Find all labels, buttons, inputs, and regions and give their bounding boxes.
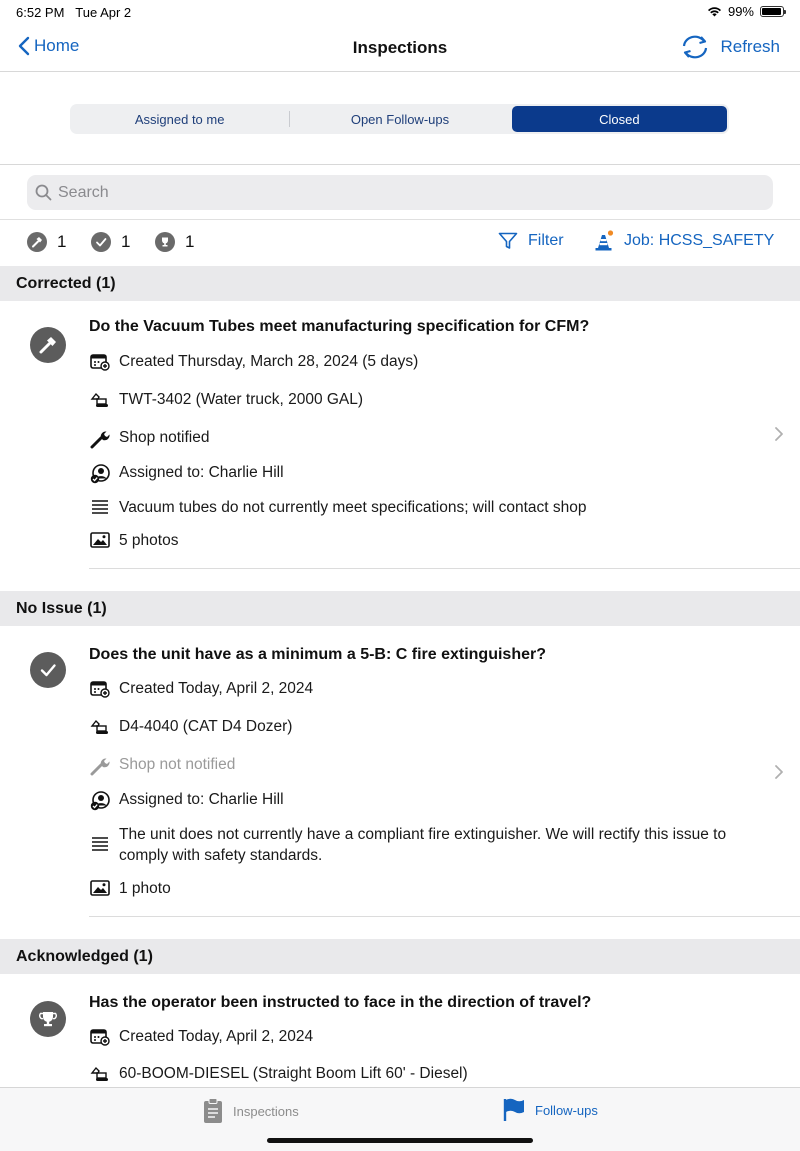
- photo-icon: [89, 878, 111, 896]
- trophy-icon: [30, 1001, 66, 1037]
- notes-icon: [89, 824, 111, 852]
- created-row: Created Thursday, March 28, 2024 (5 days): [89, 351, 418, 372]
- segment-closed[interactable]: Closed: [512, 106, 727, 132]
- filter-icon: [498, 232, 518, 250]
- refresh-label: Refresh: [720, 37, 780, 56]
- segment-separator: [289, 111, 290, 127]
- acknowledged-count: 1: [155, 232, 194, 252]
- page-title: Inspections: [352, 38, 448, 57]
- excavator-icon: [89, 389, 111, 409]
- filter-label: Filter: [528, 232, 564, 249]
- segmented-control: [70, 104, 729, 134]
- inspection-card[interactable]: [0, 974, 800, 1087]
- inspection-card[interactable]: [0, 301, 800, 590]
- checkmark-icon: [30, 652, 66, 688]
- checkmark-icon: [91, 232, 111, 252]
- created-row: Created Today, April 2, 2024: [89, 1026, 313, 1047]
- traffic-cone-icon: [594, 230, 614, 252]
- summary-row: [0, 220, 800, 266]
- tab-inspections[interactable]: Inspections: [203, 1098, 299, 1124]
- shop-row: Shop not notified: [89, 754, 235, 776]
- created-row: Created Today, April 2, 2024: [89, 678, 313, 699]
- clipboard-icon: [203, 1098, 223, 1124]
- flag-icon: [503, 1098, 525, 1122]
- job-selector[interactable]: [594, 230, 774, 252]
- search-bar[interactable]: [27, 175, 773, 210]
- hammer-icon: [27, 232, 47, 252]
- back-label: Home: [34, 36, 80, 55]
- refresh-icon: [680, 34, 710, 60]
- chevron-right-icon: [774, 426, 784, 442]
- wrench-icon: [89, 427, 111, 449]
- chevron-right-icon: [774, 764, 784, 780]
- hammer-icon: [30, 327, 66, 363]
- home-indicator: [267, 1138, 533, 1143]
- excavator-icon: [89, 1063, 111, 1083]
- row-divider: [89, 568, 800, 569]
- section-header-corrected: Corrected (1): [0, 266, 800, 301]
- user-check-icon: [89, 462, 111, 484]
- search-icon: [35, 184, 52, 201]
- section-header-acknowledged: Acknowledged (1): [0, 939, 800, 974]
- calendar-icon: [89, 1026, 111, 1046]
- calendar-icon: [89, 351, 111, 371]
- search-input[interactable]: [58, 184, 658, 202]
- excavator-icon: [89, 716, 111, 736]
- job-label: Job: HCSS_SAFETY: [624, 232, 775, 249]
- equipment-row: TWT-3402 (Water truck, 2000 GAL): [89, 389, 363, 410]
- photos-row: 1 photo: [89, 878, 171, 899]
- trophy-icon: [155, 232, 175, 252]
- photo-icon: [89, 530, 111, 548]
- tab-follow-ups[interactable]: Follow-ups: [503, 1098, 598, 1122]
- battery-icon: [760, 6, 784, 17]
- notes-row: Vacuum tubes do not currently meet specifications; will contact shop: [89, 497, 587, 518]
- inspection-question: Has the operator been instructed to face in the direction of travel?: [89, 994, 592, 1011]
- inspection-card[interactable]: [0, 626, 800, 938]
- calendar-icon: [89, 678, 111, 698]
- corrected-count: 1: [27, 232, 66, 252]
- wifi-icon: [707, 6, 722, 17]
- refresh-button[interactable]: [680, 34, 780, 60]
- filter-button[interactable]: [498, 232, 564, 250]
- status-time: 6:52 PM Tue Apr 2: [16, 5, 132, 20]
- section-header-no-issue: No Issue (1): [0, 591, 800, 626]
- user-check-icon: [89, 789, 111, 811]
- notes-icon: [89, 497, 111, 515]
- battery-percent: 99%: [727, 4, 754, 19]
- no-issue-count: 1: [91, 232, 130, 252]
- equipment-row: D4-4040 (CAT D4 Dozer): [89, 716, 292, 737]
- equipment-row: 60-BOOM-DIESEL (Straight Boom Lift 60' - Diesel): [89, 1063, 468, 1084]
- segment-assigned-to-me[interactable]: Assigned to me: [134, 111, 225, 127]
- inspection-question: Does the unit have as a minimum a 5-B: C fire extinguisher?: [89, 646, 546, 663]
- status-right: [707, 4, 784, 19]
- shop-row: Shop notified: [89, 427, 210, 449]
- segment-area: [0, 72, 800, 165]
- segment-open-follow-ups[interactable]: Open Follow-ups: [350, 111, 450, 127]
- assigned-row: Assigned to: Charlie Hill: [89, 462, 284, 484]
- assigned-row: Assigned to: Charlie Hill: [89, 789, 284, 811]
- wrench-icon: [89, 754, 111, 776]
- search-area: [0, 165, 800, 220]
- row-divider: [89, 916, 800, 917]
- inspection-question: Do the Vacuum Tubes meet manufacturing specification for CFM?: [89, 318, 590, 335]
- status-bar: [0, 0, 800, 24]
- navigation-bar: [0, 24, 800, 72]
- photos-row: 5 photos: [89, 530, 178, 551]
- notes-row: The unit does not currently have a compliant fire extinguisher. We will rectify this issue to comply with safety standards.: [89, 824, 769, 866]
